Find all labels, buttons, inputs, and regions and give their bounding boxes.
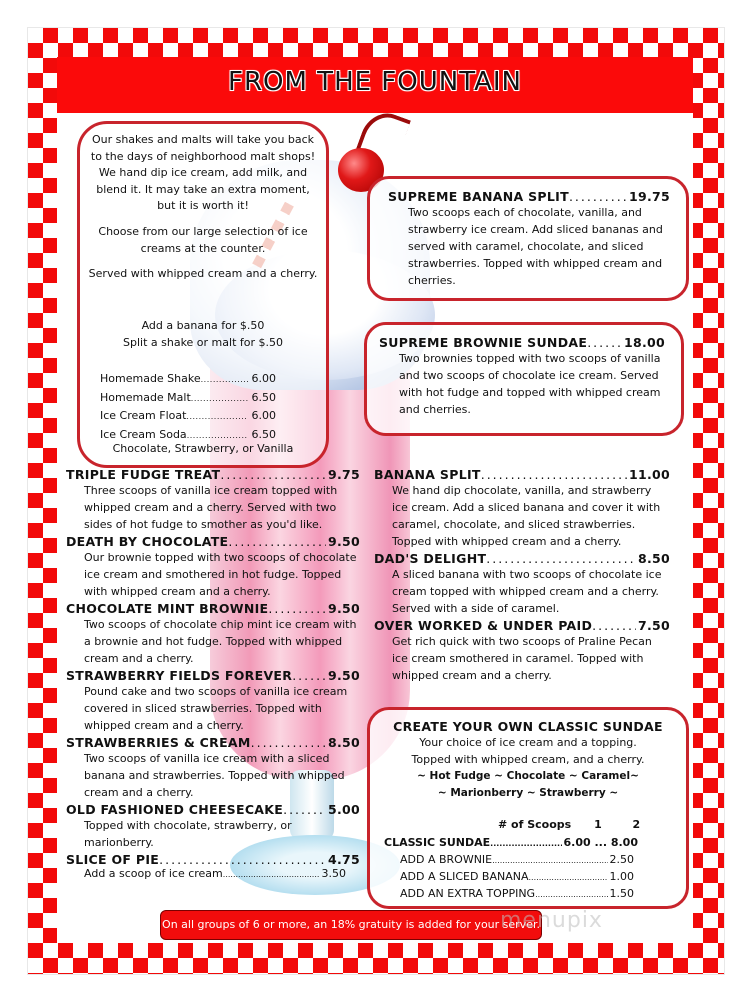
item-title: STRAWBERRIES & CREAM ..... 8.50 [66,735,360,750]
item-title: DAD'S DELIGHT ..... 8.50 [374,551,670,566]
scoops-header: # of Scoops 1 2 [498,818,641,831]
banana-addon-note: Add a banana for $.50 [141,319,265,332]
item-title: DEATH BY CHOCOLATE ..... 9.50 [66,534,360,549]
item-title: SUPREME BROWNIE SUNDAE ..... 18.00 [379,335,665,350]
item-description: Two scoops of vanilla ice cream with a sliced banana and strawberries. Topped with whipped cream and a cherry. [84,752,345,799]
addon-row-banana: ADD A SLICED BANANA ..... 1.00 [400,870,634,883]
price-row-ice-cream-soda: Ice Cream Soda ..... 6.50 [100,426,276,445]
item-description: We hand dip chocolate, vanilla, and strawberry ice cream. Add a sliced banana and cover it with caramel, chocolate, and sliced strawberries. Topped with whipped cream and a cherry. [392,484,661,548]
item-description: A sliced banana with two scoops of chocolate ice cream topped with whipped cream and a cherry. Served with a side of caramel. [392,568,662,615]
price-row-ice-cream-float: Ice Cream Float ..... 6.00 [100,407,276,426]
item-title: CHOCOLATE MINT BROWNIE ..... 9.50 [66,601,360,616]
price-row-homemade-malt: Homemade Malt ..... 6.50 [100,389,276,408]
toppings-line-1: ~ Hot Fudge ~ Chocolate ~ Caramel~ [417,770,639,782]
item-description: Three scoops of vanilla ice cream topped with whipped cream and a cherry. Served with two sides of hot fudge to smother as you'd like. [84,484,338,531]
gratuity-notice: On all groups of 6 or more, an 18% gratuity is added for your server. [160,910,542,940]
item-description: Two scoops each of chocolate, vanilla, and strawberry ice cream. Add sliced bananas and served with caramel, chocolate, and sliced strawberries. Topped with whipped cream and cherries. [408,206,663,287]
item-description: Get rich quick with two scoops of Praline Pecan ice cream smothered in caramel. Topped with whipped cream and a cherry. [392,635,652,682]
toppings-line-2: ~ Marionberry ~ Strawberry ~ [437,787,619,799]
menu-item [66,668,360,734]
item-description: Our brownie topped with two scoops of chocolate ice cream and smothered in hot fudge. Topped with whipped cream and a cherry. [84,551,357,598]
menu-item [66,802,360,851]
item-description: Two scoops of chocolate chip mint ice cream with a brownie and hot fudge. Topped with whipped cream and a cherry. [84,618,357,665]
pie-addon-row: Add a scoop of ice cream ..... 3.50 [84,867,346,880]
split-shake-note: Split a shake or malt for $.50 [123,336,283,349]
watermark: menupix [500,908,603,933]
menu-item [66,735,360,801]
intro-paragraph: Choose from our large selection of ice creams at the counter. [98,225,308,255]
menu-item [374,618,670,684]
supreme-brownie-sundae-box [364,322,684,436]
item-title: SUPREME BANANA SPLIT ..... 19.75 [388,189,670,204]
header-banner [57,57,693,113]
sundae-line-2: Topped with whipped cream, and a cherry. [411,753,645,766]
left-menu-column [66,467,360,881]
create-your-own-sundae-box [367,707,689,909]
item-description: Two brownies topped with two scoops of vanilla and two scoops of chocolate ice cream. Served with hot fudge and topped with whipped cream and cherries. [399,352,661,416]
menu-item [374,551,670,617]
item-title: OVER WORKED & UNDER PAID ..... 7.50 [374,618,670,633]
menu-item [374,467,670,550]
item-description: Pound cake and two scoops of vanilla ice cream covered in sliced strawberries. Topped with whipped cream and a cherry. [84,685,348,732]
supreme-banana-split-box [367,176,689,301]
item-title: SLICE OF PIE ..... 4.75 [66,852,360,867]
shakes-malts-box [77,121,329,468]
menu-item [66,534,360,600]
item-title: OLD FASHIONED CHEESECAKE ..... 5.00 [66,802,360,817]
item-title: BANANA SPLIT ..... 11.00 [374,467,670,482]
intro-paragraph: Our shakes and malts will take you back to the days of neighborhood malt shops! We hand dip ice cream, add milk, and blend it. It may take an extra moment, but it is worth it! [90,133,316,212]
item-title: TRIPLE FUDGE TREAT ..... 9.75 [66,467,360,482]
menu-item [66,601,360,667]
sundae-line-1: Your choice of ice cream and a topping. [419,736,637,749]
intro-paragraph: Served with whipped cream and a cherry. [88,267,318,280]
sundae-box-title: CREATE YOUR OWN CLASSIC SUNDAE [393,719,663,734]
right-menu-column [374,467,670,685]
item-title: STRAWBERRY FIELDS FOREVER ..... 9.50 [66,668,360,683]
addon-row-topping: ADD AN EXTRA TOPPING ..... 1.50 [400,887,634,900]
page-title: FROM THE FOUNTAIN [228,67,522,97]
price-row-homemade-shake: Homemade Shake ..... 6.00 [100,370,276,389]
menu-item [66,467,360,533]
item-description: Topped with chocolate, strawberry, or marionberry. [84,819,292,849]
addon-row-brownie: ADD A BROWNIE ..... 2.50 [400,853,634,866]
classic-sundae-row: CLASSIC SUNDAE ..... 6.00 ... 8.00 [384,836,638,849]
flavors-note: Chocolate, Strawberry, or Vanilla [112,442,294,455]
menu-item [66,852,360,880]
